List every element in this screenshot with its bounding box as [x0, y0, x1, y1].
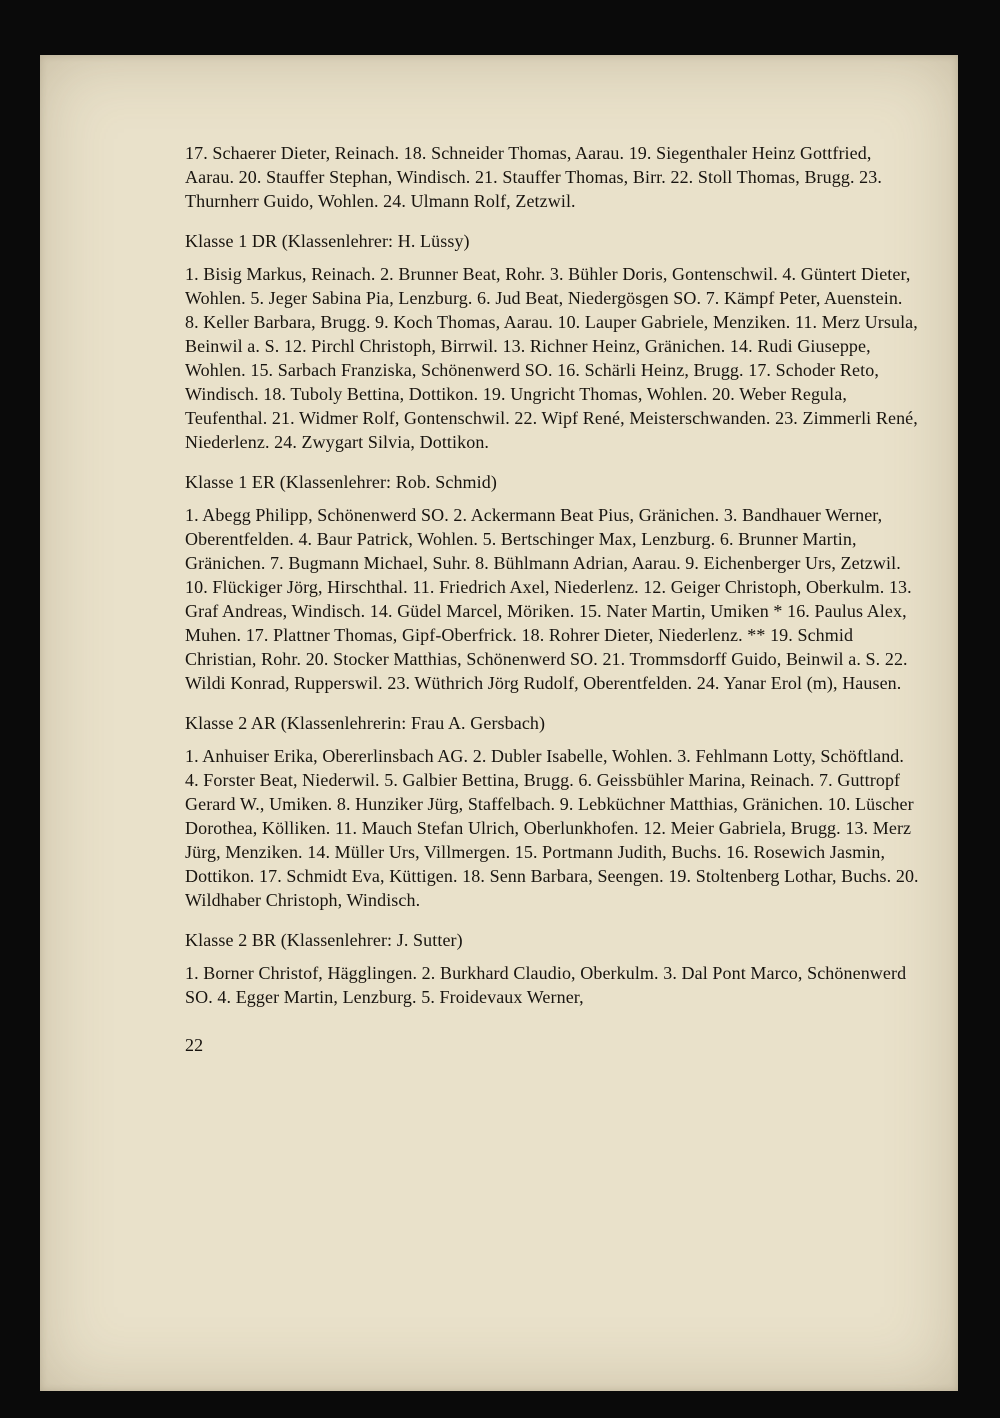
- class-section-heading: Klasse 1 DR (Klassenlehrer: H. Lüssy): [185, 231, 470, 251]
- class-section-heading: Klasse 2 AR (Klassenlehrerin: Frau A. Gersbach): [185, 713, 546, 733]
- page-text-block: [185, 141, 920, 1057]
- class-section-heading: Klasse 1 ER (Klassenlehrer: Rob. Schmid): [185, 472, 497, 492]
- roster-paragraph: 1. Abegg Philipp, Schönenwerd SO. 2. Ackermann Beat Pius, Gränichen. 3. Bandhauer Werner, Oberentfelden. 4. Baur Patrick, Wohlen. 5. Bertschinger Max, Lenzburg. 6. Brunner Martin, Gränichen. 7. Bugmann Michael, Suhr. 8. Bühlmann Adrian, Aarau. 9. Eichenberger Urs, Zetzwil. 10. Flückiger Jörg, Hirschthal. 11. Friedrich Axel, Niederlenz. 12. Geiger Christoph, Oberkulm. 13. Graf Andreas, Windisch. 14. Güdel Marcel, Möriken. 15. Nater Martin, Umiken * 16. Paulus Alex, Muhen. 17. Plattner Thomas, Gipf-Oberfrick. 18. Rohrer Dieter, Niederlenz. ** 19. Schmid Christian, Rohr. 20. Stocker Matthias, Schönenwerd SO. 21. Trommsdorff Guido, Beinwil a. S. 22. Wildi Konrad, Rupperswil. 23. Wüthrich Jörg Rudolf, Oberentfelden. 24. Yanar Erol (m), Hausen.: [185, 505, 912, 693]
- page-number: 22: [185, 1035, 204, 1055]
- roster-paragraph: 1. Anhuiser Erika, Obererlinsbach AG. 2. Dubler Isabelle, Wohlen. 3. Fehlmann Lotty, Schöftland. 4. Forster Beat, Niederwil. 5. Galbier Bettina, Brugg. 6. Geissbühler Marina, Reinach. 7. Guttropf Gerard W., Umiken. 8. Hunziker Jürg, Staffelbach. 9. Lebküchner Matthias, Gränichen. 10. Lüscher Dorothea, Kölliken. 11. Mauch Stefan Ulrich, Oberlunkhofen. 12. Meier Gabriela, Brugg. 13. Merz Jürg, Menziken. 14. Müller Urs, Villmergen. 15. Portmann Judith, Buchs. 16. Rosewich Jasmin, Dottikon. 17. Schmidt Eva, Küttigen. 18. Senn Barbara, Seengen. 19. Stoltenberg Lothar, Buchs. 20. Wildhaber Christoph, Windisch.: [185, 746, 919, 910]
- paper-page: [40, 55, 958, 1391]
- roster-paragraph: 17. Schaerer Dieter, Reinach. 18. Schneider Thomas, Aarau. 19. Siegenthaler Heinz Gottfried, Aarau. 20. Stauffer Stephan, Windisch. 21. Stauffer Thomas, Birr. 22. Stoll Thomas, Brugg. 23. Thurnherr Guido, Wohlen. 24. Ulmann Rolf, Zetzwil.: [185, 143, 882, 211]
- class-section-heading: Klasse 2 BR (Klassenlehrer: J. Sutter): [185, 930, 463, 950]
- roster-paragraph: 1. Bisig Markus, Reinach. 2. Brunner Beat, Rohr. 3. Bühler Doris, Gontenschwil. 4. Güntert Dieter, Wohlen. 5. Jeger Sabina Pia, Lenzburg. 6. Jud Beat, Niedergösgen SO. 7. Kämpf Peter, Auenstein. 8. Keller Barbara, Brugg. 9. Koch Thomas, Aarau. 10. Lauper Gabriele, Menziken. 11. Merz Ursula, Beinwil a. S. 12. Pirchl Christoph, Birrwil. 13. Richner Heinz, Gränichen. 14. Rudi Giuseppe, Wohlen. 15. Sarbach Franziska, Schönenwerd SO. 16. Schärli Heinz, Brugg. 17. Schoder Reto, Windisch. 18. Tuboly Bettina, Dottikon. 19. Ungricht Thomas, Wohlen. 20. Weber Regula, Teufenthal. 21. Widmer Rolf, Gontenschwil. 22. Wipf René, Meisterschwanden. 23. Zimmerli René, Niederlenz. 24. Zwygart Silvia, Dottikon.: [185, 264, 918, 452]
- roster-paragraph: 1. Borner Christof, Hägglingen. 2. Burkhard Claudio, Oberkulm. 3. Dal Pont Marco, Schönenwerd SO. 4. Egger Martin, Lenzburg. 5. Froidevaux Werner,: [185, 963, 907, 1007]
